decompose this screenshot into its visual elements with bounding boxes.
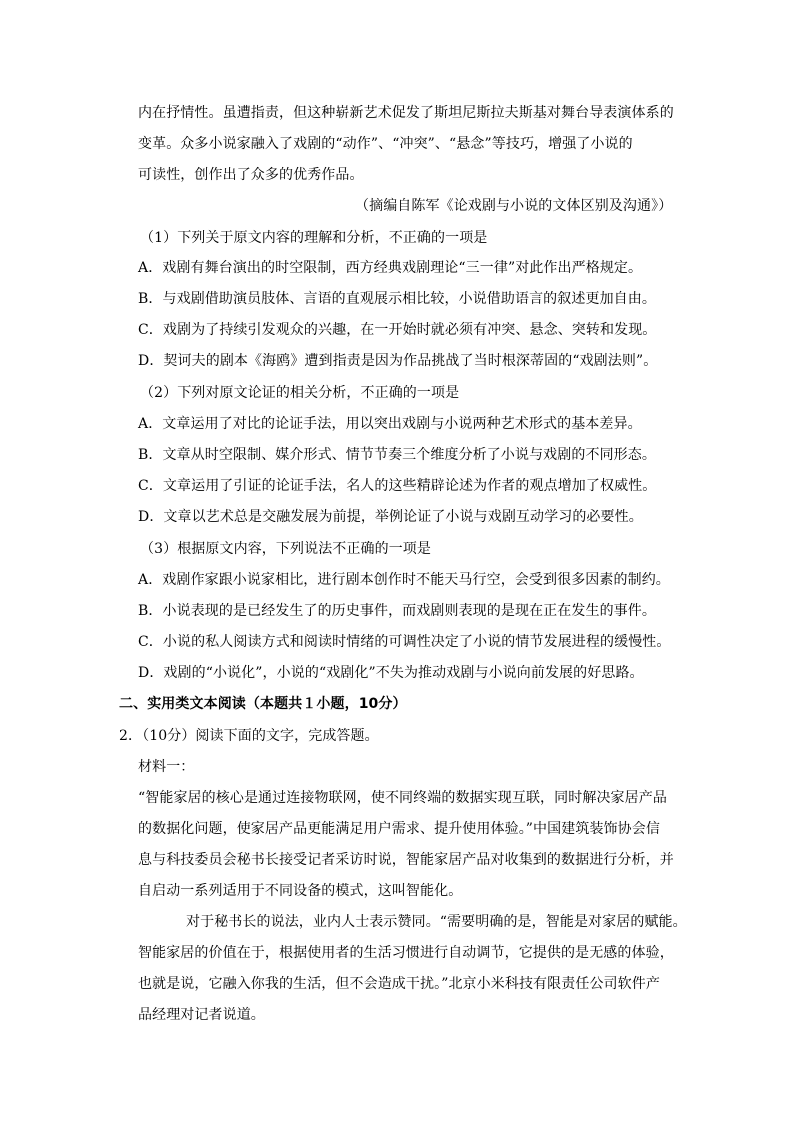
material-paragraph-line: 自启动一系列适用于不同设备的模式，这叫智能化。 (138, 883, 463, 899)
question-stem: （1）下列关于原文内容的理解和分析，不正确的一项是 (140, 230, 488, 246)
passage-source: （摘编自陈军《论戏剧与小说的文体区别及沟通》） (355, 198, 673, 214)
material-paragraph-line: 智能家居的价值在于，根据使用者的生活习惯进行自动调节，它提供的是无感的体验， (138, 945, 674, 961)
material-paragraph-line: “智能家居的核心是通过连接物联网，使不同终端的数据实现互联，同时解决家居产品 (138, 790, 667, 806)
option-b: B．与戏剧借助演员肢体、言语的直观展示相比较，小说借助语言的叙述更加自由。 (138, 291, 656, 307)
option-b: B．小说表现的是已经发生了的历史事件，而戏剧则表现的是现在正在发生的事件。 (138, 603, 656, 619)
option-d: D．契诃夫的剧本《海鸥》遭到指责是因为作品挑战了当时根深蒂固的“戏剧法则”。 (138, 353, 658, 369)
question-stem: （3）根据原文内容，下列说法不正确的一项是 (140, 541, 432, 557)
option-c: C．戏剧为了持续引发观众的兴趣，在一开始时就必须有冲突、悬念、突转和发现。 (138, 322, 657, 338)
option-a: A．戏剧有舞台演出的时空限制，西方经典戏剧理论“三一律”对此作出严格规定。 (138, 260, 643, 276)
passage-line: 变革。众多小说家融入了戏剧的“动作”、“冲突”、“悬念”等技巧，增强了小说的 (138, 136, 633, 152)
material-paragraph-line: 品经理对记者说道。 (138, 1007, 265, 1023)
material-paragraph-line: 也就是说，它融入你我的生活，但不会造成干扰。”北京小米科技有限责任公司软件产 (138, 976, 660, 992)
material-label: 材料一： (138, 759, 195, 775)
question-2-stem: 2．（10分）阅读下面的文字，完成答题。 (119, 728, 379, 744)
option-c: C．文章运用了引证的论证手法，名人的这些精辟论述为作者的观点增加了权威性。 (138, 478, 657, 494)
passage-line: 可读性，创作出了众多的优秀作品。 (138, 167, 364, 183)
material-paragraph-line: 对于秘书长的说法，业内人士表示赞同。“需要明确的是，智能是对家居的赋能。 (186, 914, 687, 930)
option-b: B．文章从时空限制、媒介形式、情节节奏三个维度分析了小说与戏剧的不同形态。 (138, 447, 656, 463)
option-d: D．戏剧的“小说化”，小说的“戏剧化”不失为推动戏剧与小说向前发展的好思路。 (138, 665, 644, 681)
option-c: C．小说的私人阅读方式和阅读时情绪的可调性决定了小说的情节发展进程的缓慢性。 (138, 634, 671, 650)
passage-line: 内在抒情性。虽遭指责，但这种崭新艺术促发了斯坦尼斯拉夫斯基对舞台导表演体系的 (138, 105, 674, 121)
option-a: A．文章运用了对比的论证手法，用以突出戏剧与小说两种艺术形式的基本差异。 (138, 416, 642, 432)
option-d: D．文章以艺术总是交融发展为前提，举例论证了小说与戏剧互动学习的必要性。 (138, 509, 643, 525)
material-paragraph-line: 的数据化问题，使家居产品更能满足用户需求、提升使用体验。”中国建筑装饰协会信 (138, 821, 660, 837)
question-stem: （2）下列对原文论证的相关分析，不正确的一项是 (140, 385, 460, 401)
section-heading: 二、实用类文本阅读（本题共１小题，10分） (119, 696, 407, 712)
material-paragraph-line: 息与科技委员会秘书长接受记者采访时说，智能家居产品对收集到的数据进行分析，并 (138, 852, 674, 868)
option-a: A．戏剧作家跟小说家相比，进行剧本创作时不能天马行空，会受到很多因素的制约。 (138, 572, 670, 588)
